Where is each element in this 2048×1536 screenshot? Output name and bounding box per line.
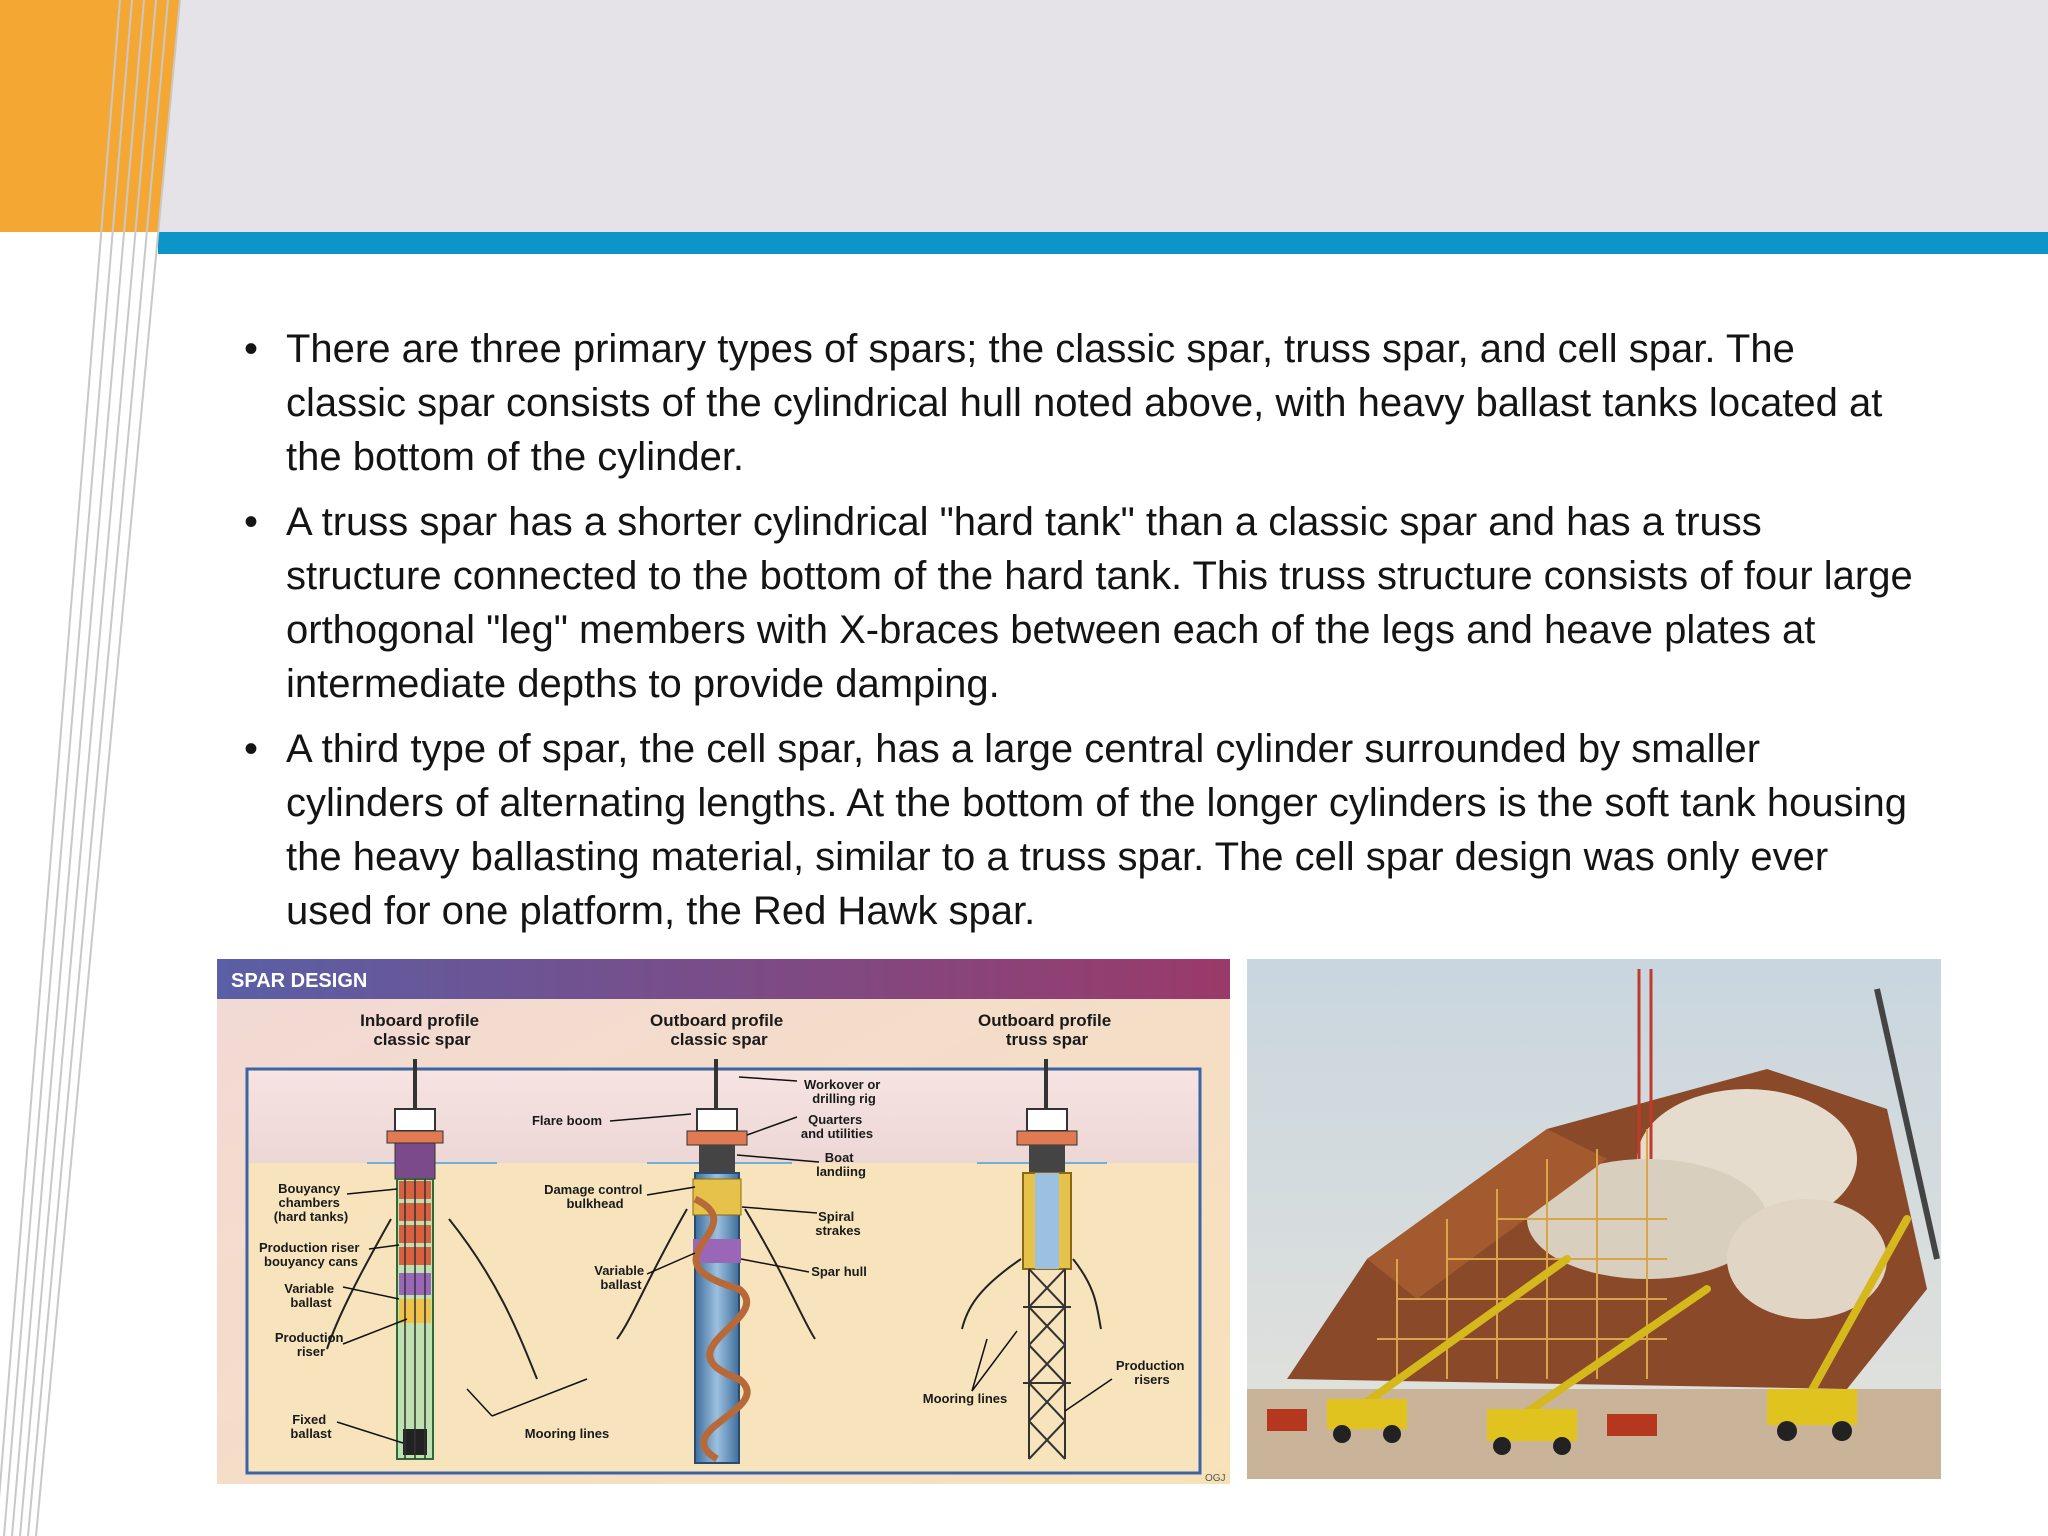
svg-text:Spiral strakes [815,1209,861,1238]
label-quarters-2: and utilities [800,1126,874,1141]
diagram-title: SPAR DESIGN [231,970,368,992]
label-production-risers: Production [1115,1358,1185,1373]
bullet-item: • A truss spar has a shorter cylindrical "hard tank" than a classic spar and has a truss structure connected to the bottom of the hard tank. This truss structure consists of four large orthogonal "leg" members with X-braces between each of the legs and heave plates at intermediate depths to provide damping. [244,495,1924,711]
label-workover-rig: Workover or [804,1077,881,1092]
label-variable-ballast-mid-2: ballast [600,1277,642,1292]
slide-header-band [0,0,2048,232]
label-buoyancy-chambers-2: chambers [278,1195,340,1210]
spar-construction-photo [1247,959,1941,1479]
label-production-riser: Production [274,1330,344,1345]
label-variable-ballast-left-2: ballast [290,1295,332,1310]
svg-text:Variable ballast [594,1263,648,1292]
label-damage-control: Damage control [544,1182,643,1197]
label-spiral-strakes-2: strakes [815,1223,861,1238]
svg-text:Quarters and utilities [801,1112,873,1141]
label-buoyancy-chambers: Bouyancy [278,1181,341,1196]
label-riser-cans-2: bouyancy cans [264,1254,358,1269]
label-mooring-lines-right: Mooring lines [922,1391,1008,1406]
svg-text:Production riser bouyancy [259,1240,363,1269]
col-header-inboard: Inboard profile [360,1011,480,1030]
label-variable-ballast-left: Variable [284,1281,335,1296]
label-fixed-ballast: Fixed [292,1412,327,1427]
label-damage-control-2: bulkhead [566,1196,624,1211]
bullet-item: • A third type of spar, the cell spar, has a large central cylinder surrounded by smaller cylinders of alternating lengths. At the bottom of the longer cylinders is the soft tank housing the heavy ballasting material, similar to a truss spar. The cell spar design was only ever used for one platform, the Red Hawk spar. [244,722,1924,938]
label-production-risers-2: risers [1134,1372,1170,1387]
left-decoration [0,0,190,1536]
label-quarters: Quarters [808,1112,863,1127]
svg-text:Variable ballast [284,1281,338,1310]
label-fixed-ballast-2: ballast [290,1426,332,1441]
label-buoyancy-chambers-3: (hard tanks) [273,1209,349,1224]
label-workover-rig-2: drilling rig [812,1091,876,1106]
svg-text:Inboard profile classic sp [360,1011,484,1049]
label-flare-boom: Flare boom [531,1113,603,1128]
svg-text:Fixed ballast [290,1412,332,1441]
label-spiral-strakes: Spiral [818,1209,855,1224]
label-variable-ballast-mid: Variable [594,1263,645,1278]
svg-text:Bouyancy chambers (har [274,1181,348,1224]
spar-design-diagram [217,959,1230,1484]
label-mooring-lines-mid: Mooring lines [524,1426,610,1441]
diagram-credit: OGJ [1205,1473,1226,1484]
bullet-item: • There are three primary types of spars; the classic spar, truss spar, and cell spar. The classic spar consists of the cylindrical hull noted above, with heavy ballast tanks located at the bottom of the cylinder. [244,322,1924,484]
header-accent-rule [158,232,2048,254]
label-boat-landing-2: landiing [816,1164,866,1179]
label-production-riser-2: riser [296,1344,326,1359]
svg-text:Outboard profile classic s [650,1011,788,1049]
col-header-outboard-truss-sub: truss spar [1005,1030,1089,1049]
bullet-list [244,322,1924,949]
col-header-outboard-truss: Outboard profile [978,1011,1112,1030]
label-boat-landing: Boat [824,1150,854,1165]
col-header-outboard-classic-sub: classic spar [670,1030,768,1049]
svg-text:Workover or drilling rig [804,1077,884,1106]
label-spar-hull: Spar hull [811,1264,867,1279]
col-header-inboard-sub: classic spar [373,1030,471,1049]
label-riser-cans: Production riser [258,1240,360,1255]
col-header-outboard-classic: Outboard profile [650,1011,784,1030]
